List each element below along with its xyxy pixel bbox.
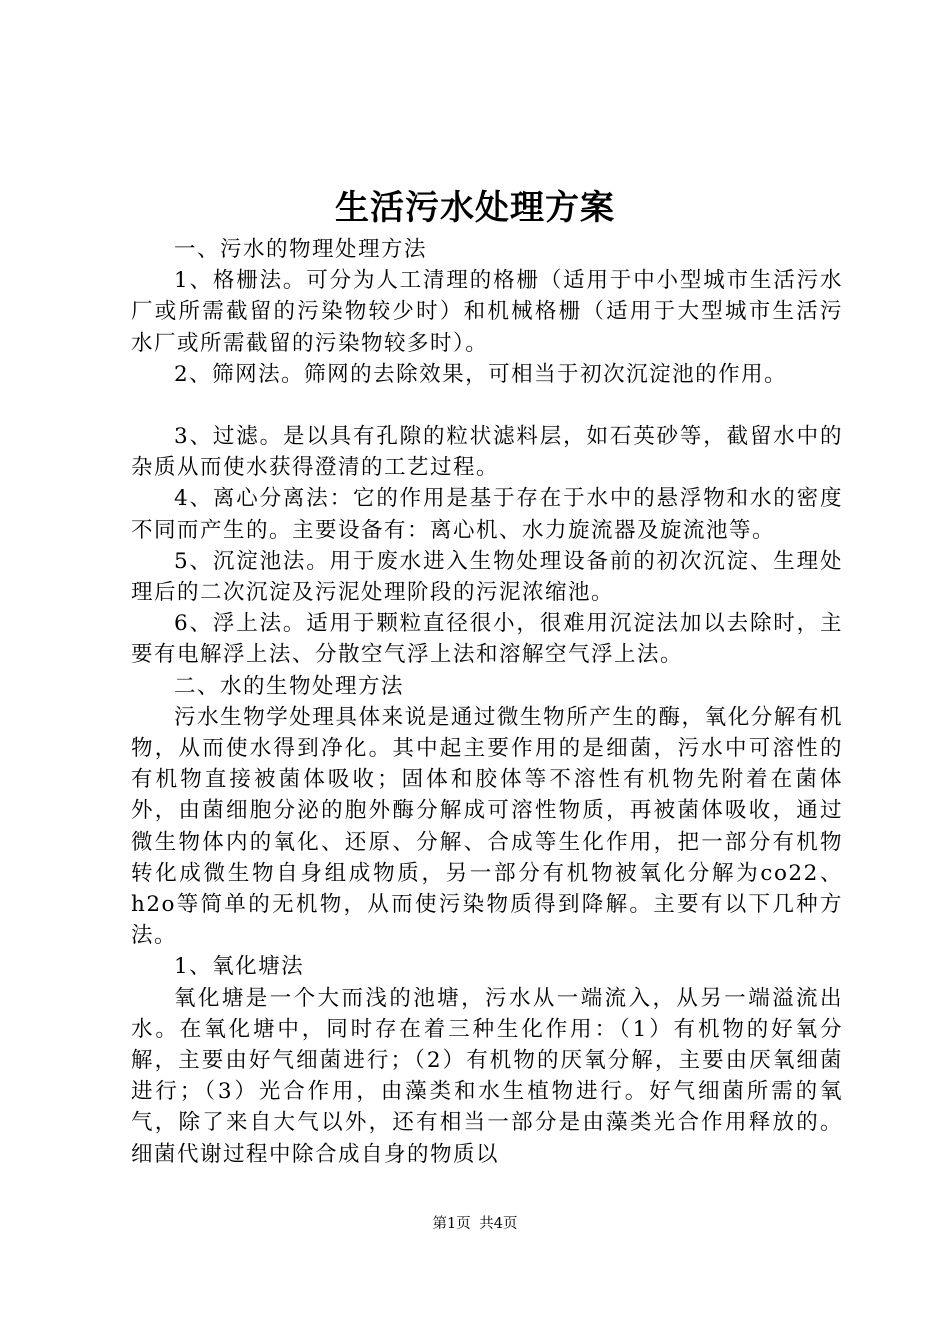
subheading-oxidation-pond: 1、氧化塘法 [174, 954, 305, 980]
page-footer: 第1页 共4页 [432, 1216, 518, 1232]
blank-line [131, 390, 843, 421]
section-heading-physical: 一、污水的物理处理方法 [174, 237, 428, 262]
document-body [131, 234, 843, 1170]
paragraph-screen: 2、筛网法。筛网的去除效果，可相当于初次沉淀池的作用。 [174, 361, 788, 387]
paragraph-flotation: 6、浮上法。适用于颗粒直径很小，很难用沉淀法加以去除时，主要有电解浮上法、分散空气浮上法和溶解空气浮上法。 [131, 611, 843, 668]
paragraph-sedimentation: 5、沉淀池法。用于废水进入生物处理设备前的初次沉淀、生理处理后的二次沉淀及污泥处理阶段的污泥浓缩池。 [131, 548, 843, 606]
paragraph-biological-intro: 污水生物学处理具体来说是通过微生物所产生的酶，氧化分解有机物，从而使水得到净化。其中起主要作用的是细菌，污水中可溶性的有机物直接被菌体吸收；固体和胶体等不溶性有机物先附着在菌体外，由菌细胞分泌的胞外酶分解成可溶性物质，再被菌体吸收，通过微生物体内的氧化、还原、分解、合成等生化作用，把一部分有机物转化成微生物自身组成物质，另一部分有机物被氧化分解为co22、h2o等简单的无机物，从而使污染物质得到降解。主要有以下几种方法。 [131, 704, 843, 949]
paragraph-filtration: 3、过滤。是以具有孔隙的粒状滤料层，如石英砂等，截留水中的杂质从而使水获得澄清的工艺过程。 [131, 424, 843, 481]
paragraph-oxidation-pond: 氧化塘是一个大而浅的池塘，污水从一端流入，从另一端溢流出水。在氧化塘中，同时存在着三种生化作用：（1）有机物的好氧分解，主要由好气细菌进行；（2）有机物的厌氧分解，主要由厌氧细菌进行；（3）光合作用，由藻类和水生植物进行。好气细菌所需的氧气，除了来自大气以外，还有相当一部分是由藻类光合作用释放的。细菌代谢过程中除合成自身的物质以 [131, 985, 843, 1167]
paragraph-grating: 1、格栅法。可分为人工清理的格栅（适用于中小型城市生活污水厂或所需截留的污染物较少时）和机械格栅（适用于大型城市生活污水厂或所需截留的污染物较多时）。 [131, 268, 843, 356]
document-title: 生活污水处理方案 [335, 188, 615, 228]
section-heading-biological: 二、水的生物处理方法 [174, 673, 405, 699]
paragraph-centrifugal: 4、离心分离法：它的作用是基于存在于水中的悬浮物和水的密度不同而产生的。主要设备有：离心机、水力旋流器及旋流池等。 [131, 486, 843, 543]
